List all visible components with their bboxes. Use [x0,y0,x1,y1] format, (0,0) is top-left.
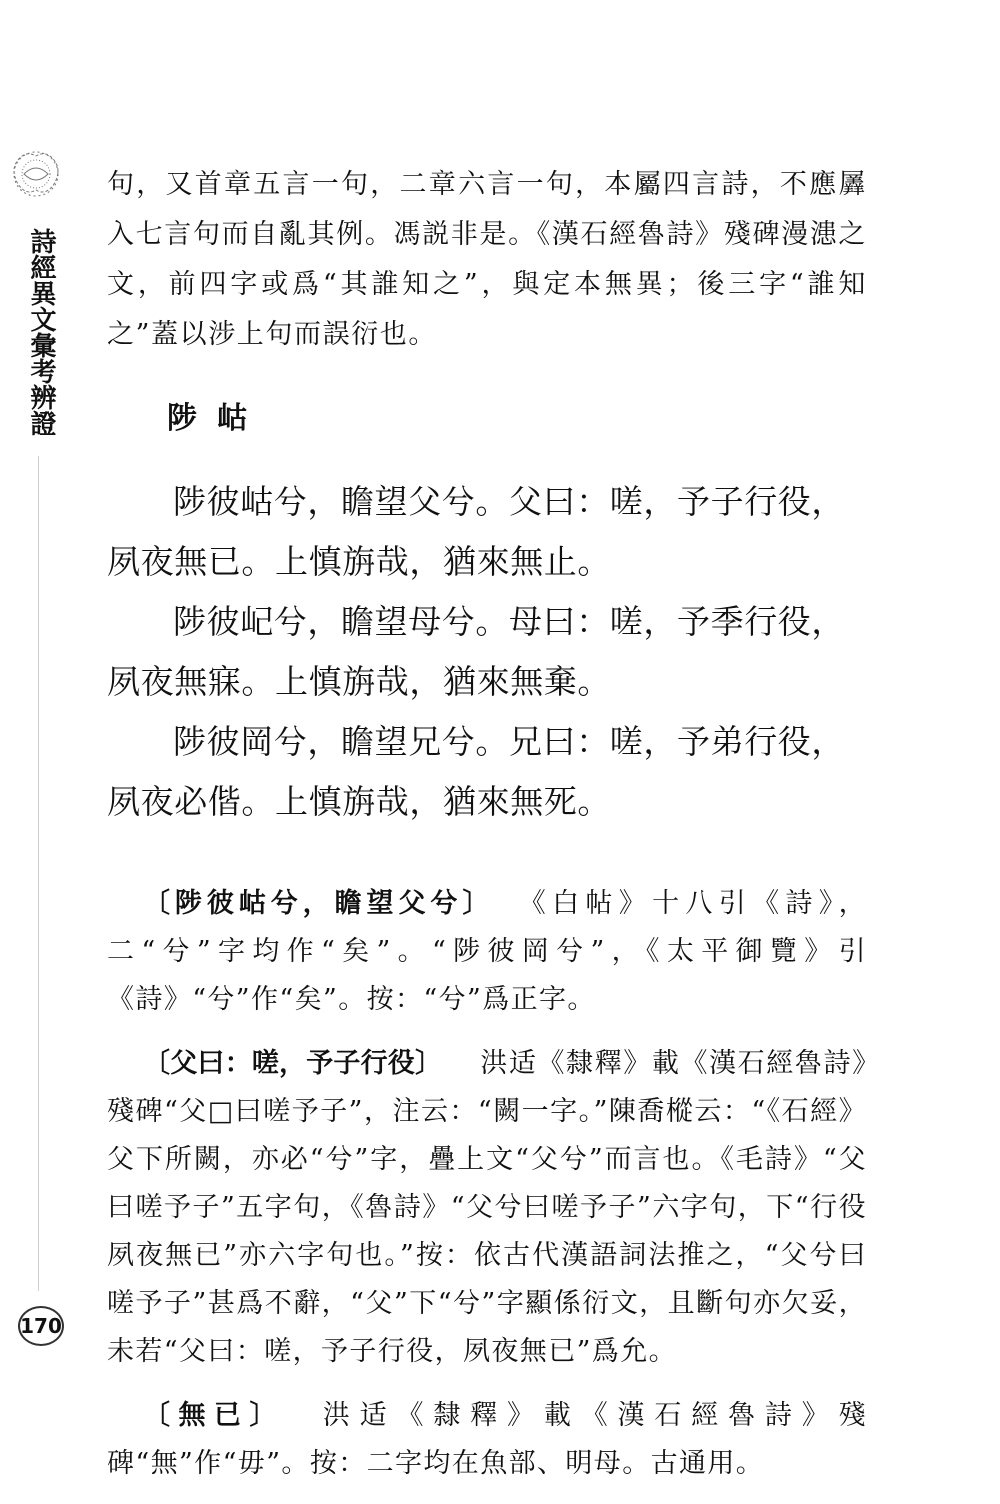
note-lemma: 〔父曰：嗟，予子行役〕 [143,1048,443,1079]
poem-text [107,472,867,832]
note-2 [107,1040,867,1376]
continuation-paragraph: 句，又首章五言一句，二章六言一句，本屬四言詩，不應羼入七言句而自亂其例。馮説非是。《漢石經魯詩》殘碑漫漶之文，前四字或爲“其誰知之”，與定本無異；後三字“誰知之”蓋以涉上句而誤衍也。 [107,169,867,350]
poem-stanza-3: 陟彼岡兮，瞻望兄兮。兄曰：嗟，予弟行役，夙夜必偕。上慎旃哉，猶來無死。 [107,722,845,821]
note-text: 《白帖》十八引《詩》，二“兮”字均作“矣”。“陟彼岡兮”，《太平御覽》引《詩》“兮”作“矣”。按：“兮”爲正字。 [107,888,867,1015]
note-3 [107,1392,867,1488]
note-text: 洪适《隸釋》載《漢石經魯詩》殘碑“父□曰嗟予子”，注云：“闕一字。”陳喬樅云：“《石經》父下所闕，亦必“兮”字，疊上文“父兮”而言也。《毛詩》“父曰嗟予子”五字句，《魯詩》“父兮曰嗟予子”六字句，下“行役夙夜無已”亦六字句也。”按：依古代漢語詞法推之，“父兮曰嗟予子”甚爲不辭，“父”下“兮”字顯係衍文，且斷句亦欠妥，未若“父曰：嗟，予子行役，夙夜無已”爲允。 [107,1048,867,1367]
commentary-notes [107,880,867,1488]
side-divider [38,456,39,1291]
poem-stanza-2: 陟彼屺兮，瞻望母兮。母曰：嗟，予季行役，夙夜無寐。上慎旃哉，猶來無棄。 [107,602,845,701]
page-body [107,160,867,1504]
note-1 [107,880,867,1024]
note-lemma: 〔無已〕 [143,1400,285,1431]
section-title: 陟岵 [167,401,267,436]
book-title: 詩經異文彙考辨證 [26,228,56,436]
page-number: 170 [18,1306,64,1346]
note-lemma: 〔陟彼岵兮，瞻望父兮〕 [143,888,495,919]
note-text: 洪适《隸釋》載《漢石經魯詩》殘碑“無”作“毋”。按：二字均在魚部、明母。古通用。 [107,1400,868,1479]
poem-stanza-1: 陟彼岵兮，瞻望父兮。父曰：嗟，予子行役，夙夜無已。上慎旃哉，猶來無止。 [107,482,845,581]
decorative-ornament-icon [4,140,68,210]
